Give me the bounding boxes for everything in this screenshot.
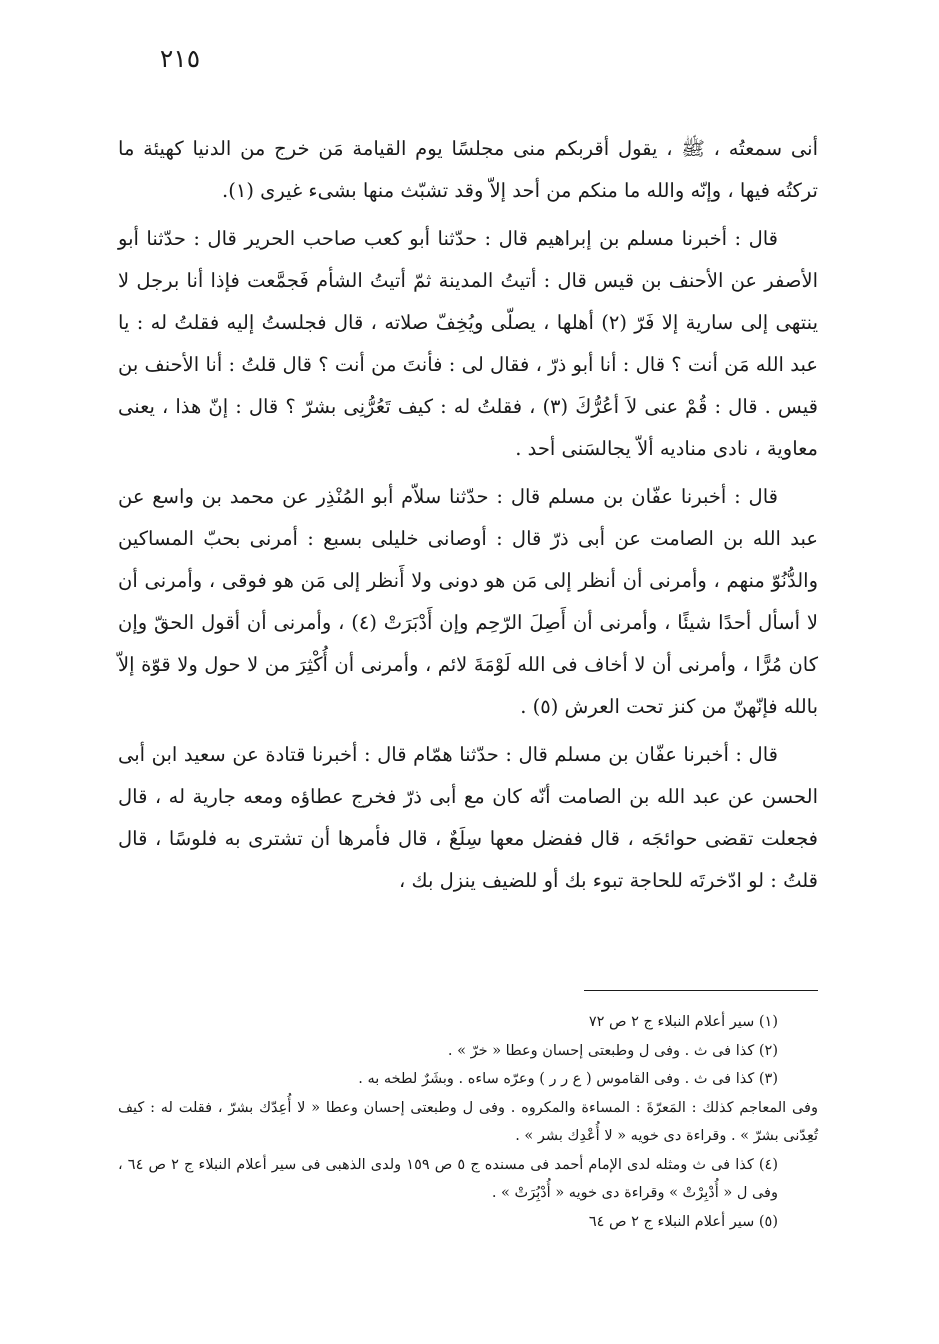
footnote-4: (٤) كذا فى ث ومثله لدى الإمام أحمد فى مسنده ج ٥ ص ١٥٩ ولدى الذهبى فى سير أعلام النبلاء ج ٢ ص ٦٤ ، وفى ل « أُدْبِرْتْ » وقراءة دى خويه « أُدْبُِرَتْ » . [118,1156,779,1201]
footnote-2: (٢) كذا فى ث . وفى ل وطبعتى إحسان وعطا « خرّ » . [447,1042,778,1059]
paragraph-2: قال : أخبرنا مسلم بن إبراهيم قال : حدّثنا أبو كعب صاحب الحرير قال : حدّثنا أبو الأصفر عن الأحنف بن قيس قال : أتيتُ المدينة ثمّ أتيتُ الشأم فَجمَّعت فإذا أنا برجل لا ينتهى إلى سارية إلا فَرّ (٢) أهلها ، يصلّى ويُخِفّ صلاته ، قال فجلستُ إليه فقلتُ له : يا عبد الله مَن أنت ؟ قال : أنا أبو ذرّ ، فقال لى : فأنتَ من أنت ؟ قال قلتُ : أنا الأحنف بن قيس . قال : قُمْ عنى لاَ أعُرُّكَ (٣) ، فقلتُ له : كيف تَعُرُّنِى بشرّ ؟ قال : إنّ هذا ، يعنى معاوية ، نادى مناديه ألاّ يجالسَنى أحد . [118,227,818,460]
paragraph-3: قال : أخبرنا عفّان بن مسلم قال : حدّثنا سلاّم أبو المُنْذِر عن محمد بن واسع عن عبد الله بن الصامت عن أبى ذرّ قال : أوصانى خليلى بسبع : أمرنى بحبّ المساكين والدُّنُوّ منهم ، وأمرنى أن أنظر إلى مَن هو دونى ولا أَنظر إلى مَن هو فوقى ، وأمرنى أن لا أسأل أحدًا شيئًا ، وأمرنى أن أَصِلَ الرّحِم وإن أَدْبَرَتْ (٤) ، وأمرنى أن أقول الحقّ وإن كان مُرًّا ، وأمرنى أن لا أخاف فى الله لَوْمَةَ لائم ، وأمرنى أن أُكْثِرَ من لا حول ولا قوّة إلاّ بالله فإنّهنّ من كنز تحت العرش (٥) . [118,485,818,718]
footnote-separator [584,990,818,991]
page-number: ٢١٥ [159,44,201,73]
footnote-3-continued: وفى المعاجم كذلك : المَعرّةَ : المساءة والمكروه . وفى ل وطبعتى إحسان وعطا « لا أُعِدّك بشرّ ، فقلت له : كيف تُعِدّنى بشرّ » . وقراءة دى خويه « لا أُعْدِك بشر » . [118,1099,818,1144]
paragraph-4: قال : أخبرنا عفّان بن مسلم قال : حدّثنا همّام قال : أخبرنا قتادة عن سعيد ابن أبى الحسن عن عبد الله بن الصامت أنّه كان مع أبى ذرّ فخرج عطاؤه ومعه جارية له ، قال فجعلت تقضى حوائجَه ، قال ففضل معها سِلَعٌ ، قال فأمرها أن تشترى به فلوسًا ، قال قلتُ : لو ادّخرتَه للحاجة تبوء بك أو للضيف ينزل بك ، [118,743,818,892]
paragraph-1: أنى سمعتُه ، ﷺ ، يقول أقربكم منى مجلسًا يوم القيامة مَن خرج من الدنيا كهيئة ما تركتُه فيها ، وإنّه والله ما منكم من أحد إلاّ وقد تشبّث منها بشىء غيرى (١). [118,137,818,202]
footnote-3: (٣) كذا فى ث . وفى القاموس ( ع ر ر ) وعرّه ساءه . وبشَرٌ لطخه به . [358,1071,778,1087]
footnote-1: (١) سير أعلام النبلاء ج ٢ ص ٧٢ [588,1014,778,1030]
footnotes [118,1008,818,1236]
main-text [118,128,818,908]
footnote-5: (٥) سير أعلام النبلاء ج ٢ ص ٦٤ [588,1213,778,1230]
